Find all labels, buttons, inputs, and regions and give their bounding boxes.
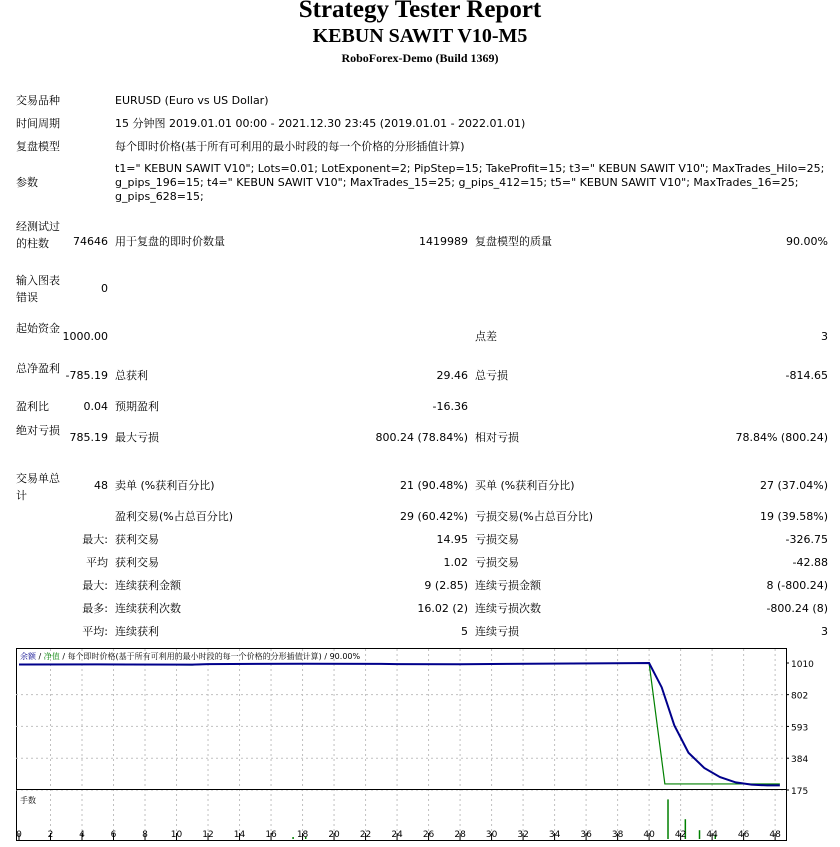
expert-name: KEBUN SAWIT V10-M5 — [312, 25, 528, 47]
x-tick-label: 6 — [110, 830, 117, 840]
legend-quality: 90.00% — [329, 652, 361, 661]
x-tick-label: 26 — [422, 830, 435, 840]
profit-trades-value: 29 (60.42%) — [399, 510, 468, 523]
quality-value: 90.00% — [786, 235, 828, 248]
chart-legend — [20, 651, 360, 661]
most-cons-profit-value: 16.02 (2) — [417, 602, 468, 615]
x-tick-label: 16 — [265, 830, 277, 840]
largest-win-value: 14.95 — [436, 533, 468, 546]
balance-chart — [16, 648, 824, 844]
average-loss-value: -42.88 — [792, 556, 828, 569]
x-tick-label: 12 — [202, 830, 214, 840]
legend-separator-2: / — [59, 652, 68, 661]
largest-label: 最大: — [82, 533, 108, 546]
x-tick-label: 8 — [142, 830, 148, 840]
avg-cons-wins-value: 5 — [461, 625, 468, 638]
most-cons-loss-value: -800.24 (8) — [766, 602, 828, 615]
avg-cons-losses-value: 3 — [821, 625, 828, 638]
y-tick-label: 802 — [791, 691, 809, 702]
ticks-value: 1419989 — [419, 235, 468, 248]
long-positions-value: 27 (37.04%) — [759, 479, 828, 492]
symbol-value: EURUSD (Euro vs US Dollar) — [115, 94, 269, 107]
loss-trades-value: 19 (39.58%) — [759, 510, 828, 523]
legend-separator-1: / — [36, 652, 44, 661]
average-label: 平均 — [86, 556, 108, 569]
deposit-label: 起始资金 — [16, 322, 60, 335]
y-tick-label: 384 — [791, 755, 809, 766]
x-tick-label: 34 — [548, 830, 561, 840]
net-profit-label: 总净盈利 — [16, 362, 60, 375]
most-label: 最多: — [82, 602, 108, 615]
average-loss-label: 亏损交易 — [475, 556, 519, 569]
profit-trades-label: 盈利交易(%占总百分比) — [115, 510, 234, 523]
short-positions-label: 卖单 (%获利百分比) — [115, 479, 215, 492]
chart-frame — [17, 649, 787, 841]
max-cons-profit-value: 9 (2.85) — [424, 579, 468, 592]
largest-win-label: 获利交易 — [115, 533, 159, 546]
deposit-value: 1000.00 — [62, 330, 108, 343]
spread-value: 3 — [821, 330, 828, 343]
max-cons-profit-label: 连续获利金额 — [115, 579, 181, 592]
most-cons-profit-label: 连续获利次数 — [115, 602, 181, 615]
x-tick-label: 20 — [328, 830, 340, 840]
abs-drawdown-label: 绝对亏损 — [16, 424, 60, 437]
x-tick-label: 30 — [485, 830, 498, 840]
x-tick-label: 10 — [170, 830, 183, 840]
x-tick-label: 42 — [674, 830, 687, 840]
ticks-label: 用于复盘的即时价数量 — [115, 235, 225, 248]
quality-label: 复盘模型的质量 — [475, 235, 552, 248]
total-trades-label: 交易单总计 — [16, 472, 60, 502]
x-tick-label: 14 — [233, 830, 246, 840]
net-profit-value: -785.19 — [65, 369, 108, 382]
maximum-label: 最大: — [82, 579, 108, 592]
lots-label: 手数 — [20, 796, 36, 805]
x-tick-label: 28 — [454, 830, 466, 840]
x-tick-label: 24 — [391, 830, 403, 840]
profit-factor-label: 盈利比 — [16, 400, 49, 413]
average-win-label: 获利交易 — [115, 556, 159, 569]
max-cons-loss-value: 8 (-800.24) — [766, 579, 828, 592]
period-value: 15 分钟图 2019.01.01 00:00 - 2021.12.30 23:45 (2019.01.01 - 2022.01.01) — [115, 117, 526, 130]
loss-trades-label: 亏损交易(%占总百分比) — [475, 510, 594, 523]
long-positions-label: 买单 (%获利百分比) — [475, 479, 575, 492]
avg-cons-wins-label: 连续获利 — [115, 625, 159, 638]
legend-equity: 净值 — [43, 652, 60, 661]
x-tick-label: 4 — [79, 830, 85, 840]
gross-profit-label: 总获利 — [115, 369, 148, 382]
y-tick-label: 593 — [791, 723, 809, 734]
errors-value: 0 — [101, 282, 108, 295]
params-line-2: g_pips_196=15; t4=" KEBUN SAWIT V10"; MaxTrades_15=25; g_pips_412=15; t5=" KEBUN SAWIT V10"; MaxTrades_16=25; — [115, 176, 799, 189]
x-tick-label: 2 — [47, 830, 54, 840]
avg-cons-losses-label: 连续亏损 — [475, 625, 519, 638]
total-trades-value: 48 — [94, 479, 108, 492]
bars-value: 74646 — [73, 235, 108, 248]
y-tick-label: 175 — [791, 787, 809, 797]
errors-label: 输入图表错误 — [16, 274, 60, 304]
x-tick-label: 46 — [737, 830, 750, 840]
x-tick-label: 22 — [359, 830, 372, 840]
server-build: RoboForex-Demo (Build 1369) — [341, 51, 499, 65]
x-tick-label: 18 — [296, 830, 309, 840]
most-cons-loss-label: 连续亏损次数 — [475, 602, 541, 615]
x-tick-label: 48 — [769, 830, 781, 840]
legend-model: 每个即时价格(基于所有可利用的最小时段的每一个价格的分形插值计算) — [67, 652, 322, 661]
gross-loss-value: -814.65 — [785, 369, 828, 382]
rel-drawdown-label: 相对亏损 — [475, 431, 519, 444]
gross-profit-value: 29.46 — [436, 369, 468, 382]
x-tick-label: 36 — [580, 830, 592, 840]
max-cons-loss-label: 连续亏损金额 — [475, 579, 541, 592]
x-tick-label: 0 — [16, 830, 22, 840]
legend-balance: 余额 — [20, 652, 36, 661]
period-label: 时间周期 — [16, 117, 60, 130]
abs-drawdown-value: 785.19 — [69, 431, 108, 444]
x-tick-label: 40 — [643, 830, 655, 840]
avg-cons-label: 平均: — [82, 625, 108, 638]
y-tick-label: 1010 — [791, 660, 814, 670]
average-win-value: 1.02 — [443, 556, 468, 569]
short-positions-value: 21 (90.48%) — [399, 479, 468, 492]
x-tick-label: 44 — [706, 830, 718, 840]
params-line-3: g_pips_628=15; — [115, 190, 204, 203]
spread-label: 点差 — [475, 330, 497, 343]
largest-loss-value: -326.75 — [785, 533, 828, 546]
report-title: Strategy Tester Report — [298, 0, 542, 23]
params-line-1: t1=" KEBUN SAWIT V10"; Lots=0.01; LotExponent=2; PipStep=15; TakeProfit=15; t3=" KEBUN SAWIT V10"; MaxTrades_Hilo=25; — [115, 162, 825, 175]
max-drawdown-value: 800.24 (78.84%) — [375, 431, 468, 444]
max-drawdown-label: 最大亏损 — [115, 431, 159, 444]
bars-label: 经测试过的柱数 — [16, 220, 60, 250]
x-tick-label: 38 — [611, 830, 624, 840]
largest-loss-label: 亏损交易 — [475, 533, 519, 546]
gross-loss-label: 总亏损 — [475, 369, 508, 382]
model-value: 每个即时价格(基于所有可利用的最小时段的每一个价格的分形插值计算) — [115, 140, 465, 153]
profit-factor-value: 0.04 — [83, 400, 108, 413]
rel-drawdown-value: 78.84% (800.24) — [735, 431, 828, 444]
legend-separator-3: / — [321, 652, 330, 661]
payoff-label: 预期盈利 — [115, 400, 159, 413]
symbol-label: 交易品种 — [16, 94, 60, 107]
x-tick-label: 32 — [517, 830, 529, 840]
model-label: 复盘模型 — [16, 140, 60, 153]
params-label: 参数 — [16, 176, 38, 189]
payoff-value: -16.36 — [432, 400, 468, 413]
